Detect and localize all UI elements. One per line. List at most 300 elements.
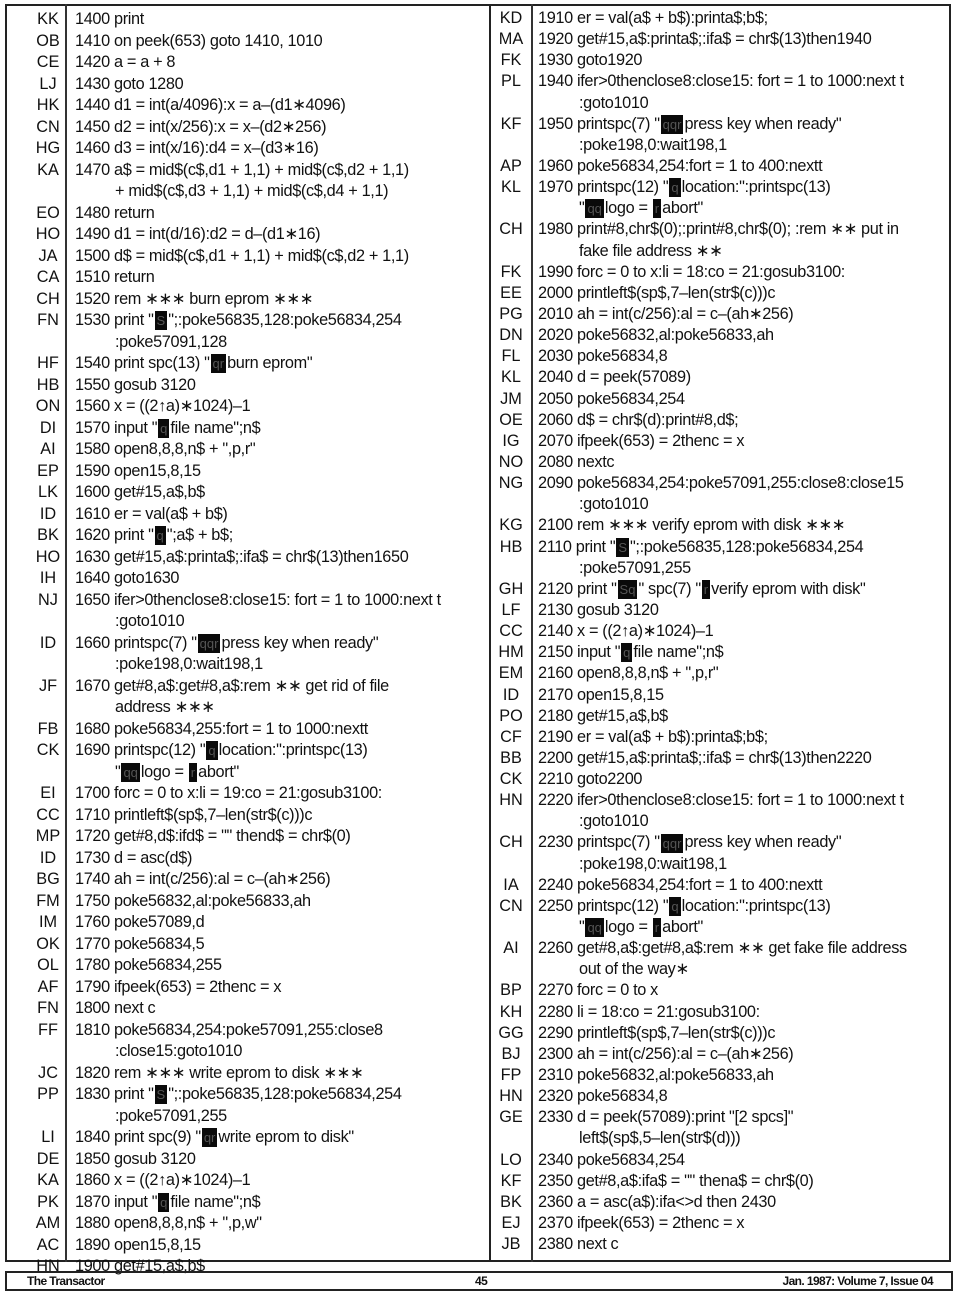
listing-line [494, 706, 949, 727]
checksum-code: NG [498, 474, 524, 493]
code-text: 1810 poke56834,254:poke57091,255:close8 [75, 1020, 383, 1039]
listing-line [31, 676, 486, 698]
checksum-code: MA [498, 30, 524, 49]
listing-line [494, 832, 949, 853]
reverse-video-control-char: q [671, 899, 679, 915]
listing-line [31, 461, 486, 483]
listing-continuation-line [494, 135, 949, 156]
listing-line [494, 1086, 949, 1107]
checksum-code: FK [500, 262, 522, 281]
reverse-video-control-char: q [156, 528, 164, 544]
code-text: 2250 printspc(12) " q location:":printspc(13) [538, 896, 831, 915]
code-text: 1570 input " q file name";n$ [75, 418, 261, 437]
reverse-video-control-char: S [156, 1087, 166, 1103]
code-text: 2280 li = 18:co = 21:gosub3100: [538, 1002, 760, 1021]
checksum-code: HF [37, 354, 59, 372]
listing-line [31, 1192, 486, 1214]
code-text: 1510 return [75, 268, 155, 286]
listing-line [494, 537, 949, 558]
code-text: 2170 open15,8,15 [538, 685, 664, 704]
listing-line [31, 826, 486, 848]
listing-line [31, 504, 486, 526]
listing-line [494, 875, 949, 896]
code-text: 2370 ifpeek(653) = 2thenc = x [538, 1214, 745, 1233]
reverse-video-control-char: S [156, 313, 166, 329]
listing-line [494, 1171, 949, 1192]
checksum-code: GH [498, 579, 524, 598]
checksum-code: AP [500, 156, 522, 175]
listing-line [494, 663, 949, 684]
listing-line [494, 8, 949, 29]
code-text: 1460 d3 = int(x/16):d4 = x–(d3∗16) [75, 139, 319, 157]
reverse-video-control-char: qr [212, 356, 225, 372]
listing-line [31, 912, 486, 934]
checksum-code: CN [499, 896, 523, 915]
reverse-video-control-char: qq [123, 764, 138, 780]
checksum-code: OL [37, 956, 59, 974]
code-text: 1850 gosub 3120 [75, 1149, 196, 1168]
listing-line [31, 568, 486, 590]
listing-continuation-line [494, 558, 949, 579]
code-text: 1640 goto1630 [75, 569, 180, 587]
code-text: 2180 get#15,a$,b$ [538, 706, 668, 725]
listing-line [31, 783, 486, 805]
code-text: 2350 get#8,a$:ifa$ = "" thena$ = chr$(0) [538, 1171, 814, 1190]
checksum-code: CH [36, 289, 60, 308]
listing-line [31, 1084, 486, 1106]
listing-line [494, 29, 949, 50]
listing-continuation-line [494, 198, 949, 219]
listing-line [31, 9, 486, 31]
magazine-name: The Transactor [27, 1274, 105, 1288]
checksum-code: EI [40, 784, 56, 802]
listing-line [31, 633, 486, 655]
checksum-code: AF [37, 977, 59, 996]
listing-line [31, 439, 486, 461]
code-text: 2330 d = peek(57089):print "[2 spcs]" [538, 1108, 794, 1127]
code-text: 1740 ah = int(c/256):al = c–(ah∗256) [75, 870, 331, 888]
listing-line [31, 267, 486, 289]
code-text: 1650 ifer>0thenclose8:close15: fort = 1 to 1000:next t [75, 590, 441, 609]
listing-continuation-line [494, 1128, 949, 1149]
listing-line [31, 117, 486, 139]
listing-line [494, 769, 949, 790]
listing-line [494, 579, 949, 600]
checksum-code: EO [36, 203, 60, 222]
reverse-video-control-char: r [654, 920, 660, 936]
code-text: 1750 poke56832,al:poke56833,ah [75, 891, 311, 910]
checksum-code: ID [502, 685, 520, 704]
checksum-code: CC [499, 622, 523, 641]
listing-line [494, 177, 949, 198]
code-text: left$(sp$,5–len(str$(d))) [579, 1129, 741, 1148]
checksum-code: CN [36, 117, 60, 136]
checksum-code: HO [35, 547, 61, 566]
code-text: :poke57091,255 [115, 1106, 227, 1125]
listing-line [494, 790, 949, 811]
code-text: 1600 get#15,a$,b$ [75, 483, 205, 501]
code-text: 1590 open15,8,15 [75, 461, 201, 480]
listing-line [31, 95, 486, 117]
listing-line [494, 473, 949, 494]
listing-line [494, 621, 949, 642]
listing-line [31, 310, 486, 332]
listing-line [31, 74, 486, 96]
listing-line [494, 980, 949, 1001]
listing-line [31, 1149, 486, 1171]
checksum-code: JB [501, 1235, 521, 1254]
checksum-code: IM [38, 913, 58, 931]
code-text: 2220 ifer>0thenclose8:close15: fort = 1 to 1000:next t [538, 791, 904, 810]
code-text: 1920 get#15,a$:printa$;:ifa$ = chr$(13)then1940 [538, 30, 872, 49]
listing-column-left [31, 9, 486, 1278]
code-text: 1560 x = ((2↑a)∗1024)–1 [75, 397, 251, 415]
code-text: 1610 er = val(a$ + b$) [75, 504, 228, 523]
checksum-code: OB [36, 31, 60, 50]
listing-continuation-line [31, 654, 486, 676]
listing-line [31, 375, 486, 397]
code-text: 1680 poke56834,255:fort = 1 to 1000:nextt [75, 719, 368, 738]
checksum-code: CH [499, 220, 523, 239]
code-text: 1780 poke56834,255 [75, 956, 222, 974]
listing-line [494, 325, 949, 346]
checksum-code: HB [36, 375, 60, 394]
listing-line [31, 203, 486, 225]
code-text: 1900 get#15,a$,b$ [75, 1257, 205, 1275]
checksum-code: KD [499, 9, 523, 27]
listing-line [31, 353, 486, 375]
code-text: 2050 poke56834,254 [538, 389, 685, 408]
listing-continuation-line [31, 611, 486, 633]
listing-continuation-line [31, 697, 486, 719]
checksum-code: EE [500, 283, 522, 302]
code-text: out of the way∗ [579, 960, 689, 979]
code-text: " qq logo = r abort" [579, 918, 703, 937]
listing-line [494, 1192, 949, 1213]
code-text: 2110 print " S ";:poke56835,128:poke56834,254 [538, 537, 864, 556]
reverse-video-control-char: r [190, 764, 196, 780]
listing-line [494, 1234, 949, 1255]
reverse-video-control-char: q [671, 180, 679, 196]
code-text: + mid$(c$,d3 + 1,1) + mid$(c$,d4 + 1,1) [115, 182, 389, 200]
code-text: 1580 open8,8,8,n$ + ",p,r" [75, 440, 256, 458]
listing-line [494, 219, 949, 240]
checksum-code: PK [37, 1192, 59, 1211]
listing-line [31, 891, 486, 913]
checksum-code: ON [35, 397, 61, 415]
code-text: 1490 d1 = int(d/16):d2 = d–(d1∗16) [75, 225, 321, 243]
page-number: 45 [475, 1274, 488, 1288]
reverse-video-control-char: S [618, 539, 627, 555]
code-text: 2120 print " Sq " spc(7) " r verify eprom with disk" [538, 579, 866, 598]
code-text: 1830 print " S ";:poke56835,128:poke56834,254 [75, 1085, 402, 1103]
checksum-code: AI [40, 440, 56, 458]
code-text: 2130 gosub 3120 [538, 600, 659, 619]
listing-continuation-line [494, 494, 949, 515]
code-text: 2070 ifpeek(653) = 2thenc = x [538, 431, 745, 450]
reverse-video-control-char: r [703, 582, 709, 597]
checksum-code: FN [37, 999, 59, 1017]
listing-line [494, 346, 949, 367]
listing-continuation-line [31, 1041, 486, 1063]
listing-line [494, 1213, 949, 1234]
code-text: 1620 print " q ";a$ + b$; [75, 526, 233, 544]
checksum-code: PG [499, 304, 523, 323]
reverse-video-control-char: qq [587, 201, 602, 217]
code-text: 1880 open8,8,8,n$ + ",p,w" [75, 1214, 262, 1232]
checksum-code: HG [35, 139, 61, 157]
checksum-code: DN [499, 326, 523, 345]
code-text: " qq logo = r abort" [579, 199, 703, 218]
reverse-video-control-char: q [160, 1194, 168, 1210]
checksum-code: CH [499, 833, 523, 852]
checksum-code: NJ [38, 590, 58, 609]
code-text: 1730 d = asc(d$) [75, 848, 193, 867]
checksum-code: KA [37, 160, 59, 179]
checksum-code: HB [499, 537, 523, 556]
checksum-code: HM [498, 643, 524, 662]
checksum-code: BB [500, 748, 522, 767]
checksum-code: FF [38, 1020, 58, 1039]
listing-line [494, 1107, 949, 1128]
checksum-code: CA [36, 268, 60, 286]
checksum-code: EJ [501, 1214, 521, 1233]
code-text: 2230 printspc(7) " qqr press key when ready" [538, 833, 842, 852]
code-text: 1840 print spc(9) " qr write eprom to disk" [75, 1128, 354, 1146]
listing-line [494, 515, 949, 536]
listing-continuation-line [494, 811, 949, 832]
reverse-video-control-char: Sq [619, 582, 636, 597]
checksum-code: JC [38, 1063, 58, 1082]
checksum-code: NO [498, 452, 524, 471]
listing-line [31, 1170, 486, 1192]
listing-line [31, 740, 486, 762]
checksum-code: LJ [39, 74, 57, 93]
listing-line [31, 955, 486, 977]
checksum-code: LO [500, 1150, 522, 1169]
code-text: 1970 printspc(12) " q location:":printspc(13) [538, 178, 831, 197]
code-text: :goto1010 [579, 812, 649, 831]
listing-line [31, 138, 486, 160]
checksum-code: PO [499, 706, 523, 725]
listing-line [494, 71, 949, 92]
listing-line [31, 934, 486, 956]
code-text: 2190 er = val(a$ + b$):printa$;b$; [538, 727, 768, 746]
listing-line [31, 1213, 486, 1235]
code-text: 2060 d$ = chr$(d):print#8,d$; [538, 410, 739, 429]
listing-continuation-line [494, 241, 949, 262]
listing-line [494, 938, 949, 959]
listing-continuation-line [31, 762, 486, 784]
code-text: 1550 gosub 3120 [75, 375, 196, 394]
listing-continuation-line [494, 917, 949, 938]
code-text: 1860 x = ((2↑a)∗1024)–1 [75, 1171, 251, 1189]
checksum-code: GE [499, 1108, 523, 1127]
listing-line [494, 389, 949, 410]
code-text: 2270 forc = 0 to x [538, 981, 658, 1000]
code-text: 1470 a$ = mid$(c$,d1 + 1,1) + mid$(c$,d2 + 1,1) [75, 160, 409, 179]
listing-line [31, 1020, 486, 1042]
listing-line [31, 160, 486, 182]
reverse-video-control-char: qqr [199, 635, 219, 651]
code-text: 2040 d = peek(57089) [538, 368, 691, 387]
issue-info: Jan. 1987: Volume 7, Issue 04 [782, 1274, 933, 1288]
listing-line [494, 452, 949, 473]
listing-line [494, 262, 949, 283]
listing-line [494, 156, 949, 177]
code-text: 2140 x = ((2↑a)∗1024)–1 [538, 622, 714, 641]
listing-line [494, 896, 949, 917]
code-text: 1480 return [75, 203, 155, 222]
checksum-code: LK [38, 483, 58, 501]
code-text: 1770 poke56834,5 [75, 934, 205, 953]
listing-line [494, 367, 949, 388]
listing-continuation-line [494, 959, 949, 980]
code-text: 2020 poke56832,al:poke56833,ah [538, 326, 774, 345]
listing-line [494, 1044, 949, 1065]
checksum-code: DE [36, 1149, 60, 1168]
code-text: 2380 next c [538, 1235, 619, 1254]
code-text: 1820 rem ∗∗∗ write eprom to disk ∗∗∗ [75, 1063, 364, 1082]
code-text: 1410 on peek(653) goto 1410, 1010 [75, 31, 323, 50]
checksum-code: FN [37, 311, 59, 329]
code-text: 2290 printleft$(sp$,7–len(str$(c)))c [538, 1023, 776, 1042]
reverse-video-control-char: qr [203, 1130, 216, 1146]
code-text: 2030 poke56834,8 [538, 347, 668, 366]
checksum-code: HN [36, 1257, 60, 1275]
code-text: 2010 ah = int(c/256):al = c–(ah∗256) [538, 304, 794, 323]
checksum-code: LF [501, 600, 521, 619]
checksum-code: PP [37, 1085, 59, 1103]
code-text: 1660 printspc(7) " qqr press key when ready" [75, 633, 379, 652]
checksum-code: KK [37, 10, 59, 28]
code-text: 1430 goto 1280 [75, 74, 184, 93]
code-text: fake file address ∗∗ [579, 241, 723, 260]
code-text: 2320 poke56834,8 [538, 1087, 668, 1106]
checksum-code: OK [36, 934, 60, 953]
checksum-code: AI [503, 939, 519, 958]
listing-line [31, 224, 486, 246]
checksum-code: CE [36, 53, 60, 71]
reverse-video-control-char: q [208, 743, 216, 759]
checksum-code: DI [39, 418, 57, 437]
checksum-code: PL [501, 72, 521, 91]
listing-continuation-line [494, 854, 949, 875]
checksum-code: JF [38, 676, 58, 695]
checksum-code: HO [35, 225, 61, 243]
checksum-code: ID [39, 848, 57, 867]
code-text: " qq logo = r abort" [115, 762, 239, 781]
listing-continuation-line [31, 332, 486, 354]
listing-line [31, 1235, 486, 1257]
code-text: 1960 poke56834,254:fort = 1 to 400:nextt [538, 156, 823, 175]
checksum-code: IG [502, 431, 520, 450]
checksum-code: LI [41, 1128, 55, 1146]
listing-line [494, 642, 949, 663]
checksum-code: BP [500, 981, 522, 1000]
code-text: :poke198,0:wait198,1 [579, 854, 727, 873]
checksum-code: GG [498, 1023, 524, 1042]
checksum-code: JA [38, 246, 58, 265]
listing-line [31, 977, 486, 999]
checksum-code: CC [36, 805, 60, 824]
reverse-video-control-char: qqr [662, 116, 682, 132]
code-text: 1940 ifer>0thenclose8:close15: fort = 1 to 1000:next t [538, 72, 904, 91]
listing-line [31, 396, 486, 418]
listing-continuation-line [494, 93, 949, 114]
code-text: 2000 printleft$(sp$,7–len(str$(c)))c [538, 283, 776, 302]
listing-line [31, 525, 486, 547]
checksum-code: CK [499, 770, 523, 789]
listing-line [494, 114, 949, 135]
checksum-code: KF [500, 114, 522, 133]
checksum-code: KH [499, 1002, 523, 1021]
checksum-code: ID [39, 633, 57, 652]
listing-line [31, 418, 486, 440]
listing-line [31, 246, 486, 268]
checksum-code: KL [501, 368, 521, 387]
listing-line [494, 431, 949, 452]
code-text: 2200 get#15,a$:printa$;:ifa$ = chr$(13)then2220 [538, 748, 872, 767]
listing-line [31, 1063, 486, 1085]
checksum-code: FL [501, 347, 521, 366]
page-footer [5, 1271, 953, 1291]
code-text: 2210 goto2200 [538, 770, 643, 789]
code-text: 2360 a = asc(a$):ifa<>d then 2430 [538, 1192, 776, 1211]
checksum-code: BJ [501, 1044, 521, 1063]
listing-column-right [494, 8, 949, 1255]
code-text: 1990 forc = 0 to x:li = 18:co = 21:gosub3100: [538, 262, 845, 281]
code-text: 1690 printspc(12) " q location:":printspc(13) [75, 741, 368, 759]
code-text: 2150 input " q file name";n$ [538, 643, 724, 662]
code-text: :close15:goto1010 [115, 1042, 243, 1060]
code-text: 1710 printleft$(sp$,7–len(str$(c)))c [75, 805, 313, 824]
code-text: 1400 print [75, 10, 144, 28]
code-text: 1630 get#15,a$:printa$;:ifa$ = chr$(13)then1650 [75, 547, 409, 566]
listing-line [31, 482, 486, 504]
listing-line [31, 547, 486, 569]
checksum-code: IH [39, 569, 57, 587]
divider [489, 4, 491, 1262]
code-text: :goto1010 [579, 93, 649, 112]
reverse-video-control-char: r [654, 201, 660, 217]
code-text: address ∗∗∗ [115, 698, 215, 716]
checksum-code: EM [498, 664, 524, 683]
code-text: 1700 forc = 0 to x:li = 19:co = 21:gosub3100: [75, 784, 382, 802]
listing-line [494, 50, 949, 71]
code-text: 1910 er = val(a$ + b$):printa$;b$; [538, 9, 768, 27]
reverse-video-control-char: q [160, 420, 168, 436]
code-text: 1980 print#8,chr$(0);:print#8,chr$(0); :rem ∗∗ put in [538, 220, 899, 239]
code-text: 1530 print " S ";:poke56835,128:poke56834,254 [75, 311, 402, 329]
code-text: 1760 poke57089,d [75, 913, 205, 931]
code-text: 1930 goto1920 [538, 51, 643, 70]
listing-line [31, 52, 486, 74]
code-text: 2240 poke56834,254:fort = 1 to 400:nextt [538, 875, 823, 894]
listing-line [31, 289, 486, 311]
code-text: 2310 poke56832,al:poke56833,ah [538, 1066, 774, 1085]
listing-line [31, 719, 486, 741]
code-text: 1890 open15,8,15 [75, 1235, 201, 1254]
checksum-code: HN [499, 1087, 523, 1106]
checksum-code: EP [37, 461, 59, 480]
listing-line [494, 1065, 949, 1086]
listing-line [494, 685, 949, 706]
listing-line [494, 304, 949, 325]
checksum-code: CF [500, 727, 522, 746]
checksum-code: MP [35, 827, 61, 845]
code-text: :poke57091,255 [579, 558, 691, 577]
